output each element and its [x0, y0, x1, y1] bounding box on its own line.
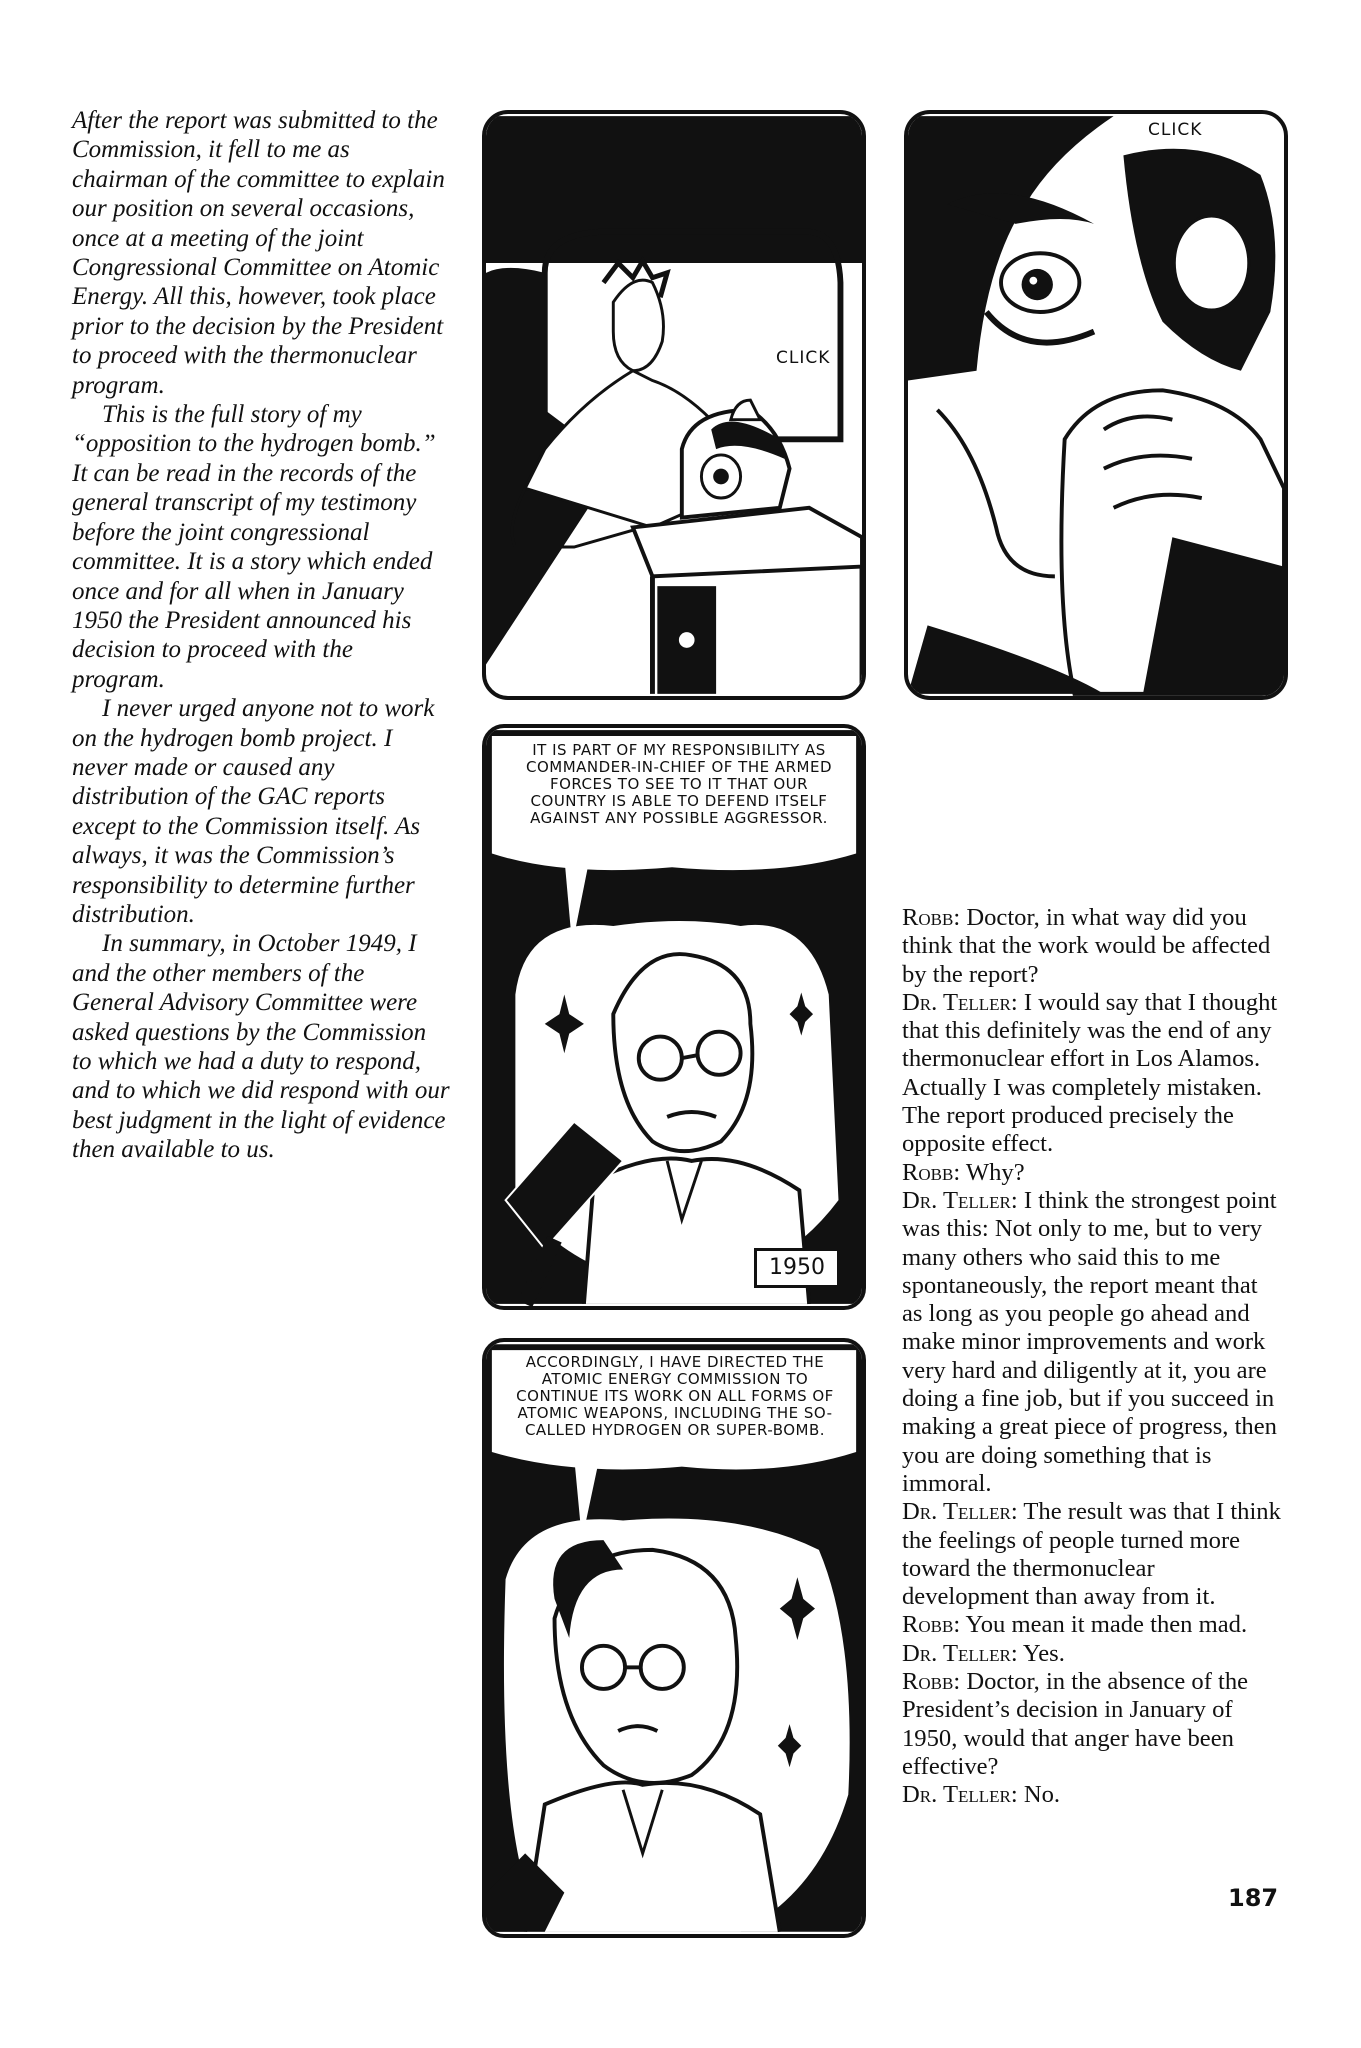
- testimony-text: The result was that I think the feelings of people turned more toward the thermonuclear development than away from it.: [902, 1498, 1281, 1611]
- transcript-line: [902, 989, 1282, 1159]
- transcript-line: [902, 1187, 1282, 1498]
- transcript-line: [902, 1159, 1282, 1187]
- year-caption: 1950: [754, 1248, 840, 1288]
- transcript-line: [902, 1498, 1282, 1611]
- page-number: 187: [1228, 1884, 1279, 1912]
- paragraph: This is the full story of my “opposition to the hydrogen bomb.” It can be read in the records of the general transcript of my testimony before the joint congressional committee. It is a story which ended once and for all when in January 1950 the President announced his decision to proceed with the program.: [72, 401, 436, 693]
- speaker-name: Dr. Teller:: [902, 1781, 1018, 1809]
- speaker-name: Robb:: [902, 1611, 961, 1639]
- paragraph: After the report was submitted to the Commission, it fell to me as chairman of the committee to explain our position on several occasions, once at a meeting of the joint Congressional Committee on Atomic Energy. All this, however, took place prior to the decision by the President to proceed with the thermonuclear program.: [72, 107, 445, 399]
- left-column-text: [72, 106, 450, 1165]
- sfx-click: CLICK: [1148, 120, 1203, 140]
- speaker-name: Robb:: [902, 904, 961, 931]
- transcript-line: [902, 1668, 1282, 1781]
- paragraph: In summary, in October 1949, I and the other members of the General Advisory Committee were asked questions by the Commission to which we had a duty to respond, and to which we did respond with our best judgment in the light of evidence then available to us.: [72, 930, 450, 1164]
- transcript-line: [902, 1640, 1282, 1668]
- testimony-transcript: [902, 904, 1282, 1810]
- closeup-illustration: [908, 114, 1284, 696]
- transcript-line: [902, 1781, 1282, 1809]
- testimony-text: I would say that I thought that this definitely was the end of any thermonuclear effort in Los Alamos. Actually I was completely mistaken. The report produced precisely the opposite effect.: [902, 988, 1278, 1158]
- speaker-name: Dr. Teller:: [902, 1639, 1018, 1667]
- panel-president-speech: [482, 724, 866, 1310]
- transcript-line: [902, 904, 1282, 989]
- testimony-text: Yes.: [1017, 1639, 1065, 1667]
- paragraph: I never urged anyone not to work on the hydrogen bomb project. I never made or caused any distribution of the GAC reports except to the Commission itself. As always, it was the Commission’s responsibility to determine further distribution.: [72, 695, 435, 928]
- panel-closeup: [904, 110, 1288, 700]
- speaker-name: Robb:: [902, 1158, 961, 1186]
- speaker-name: Dr. Teller:: [902, 988, 1018, 1016]
- sfx-click: CLICK: [776, 348, 831, 368]
- speaker-name: Robb:: [902, 1668, 961, 1696]
- transcript-line: [902, 1611, 1282, 1639]
- testimony-text: Why?: [960, 1158, 1025, 1186]
- bedroom-illustration: [486, 114, 862, 696]
- testimony-text: Doctor, in what way did you think that the work would be affected by the report?: [902, 904, 1271, 988]
- speech-balloon: IT IS PART OF MY RESPONSIBILITY AS COMMANDER-IN-CHIEF OF THE ARMED FORCES TO SEE TO IT THAT OUR COUNTRY IS ABLE TO DEFEND ITSELF AGAINST ANY POSSIBLE AGGRESSOR.: [525, 741, 833, 827]
- testimony-text: You mean it made then mad.: [960, 1611, 1248, 1639]
- testimony-text: I think the strongest point was this: Not only to me, but to very many others who said this to me spontaneously, the report meant that as long as you people go ahead and make minor improvements and work very hard and diligently at it, you are doing a fine job, but if you succeed in making a great piece of progress, then you are doing something that is immoral.: [902, 1186, 1277, 1497]
- panel-president-directive: [482, 1338, 866, 1938]
- panel-bedroom: [482, 110, 866, 700]
- testimony-text: Doctor, in the absence of the President’s decision in January of 1950, would that anger have been effective?: [902, 1668, 1249, 1780]
- speaker-name: Dr. Teller:: [902, 1186, 1018, 1214]
- speech-balloon: ACCORDINGLY, I HAVE DIRECTED THE ATOMIC ENERGY COMMISSION TO CONTINUE ITS WORK ON ALL FORMS OF ATOMIC WEAPONS, INCLUDING THE SO-CALLED HYDROGEN OR SUPER-BOMB.: [516, 1353, 834, 1439]
- speaker-name: Dr. Teller:: [902, 1498, 1018, 1526]
- testimony-text: No.: [1017, 1781, 1061, 1809]
